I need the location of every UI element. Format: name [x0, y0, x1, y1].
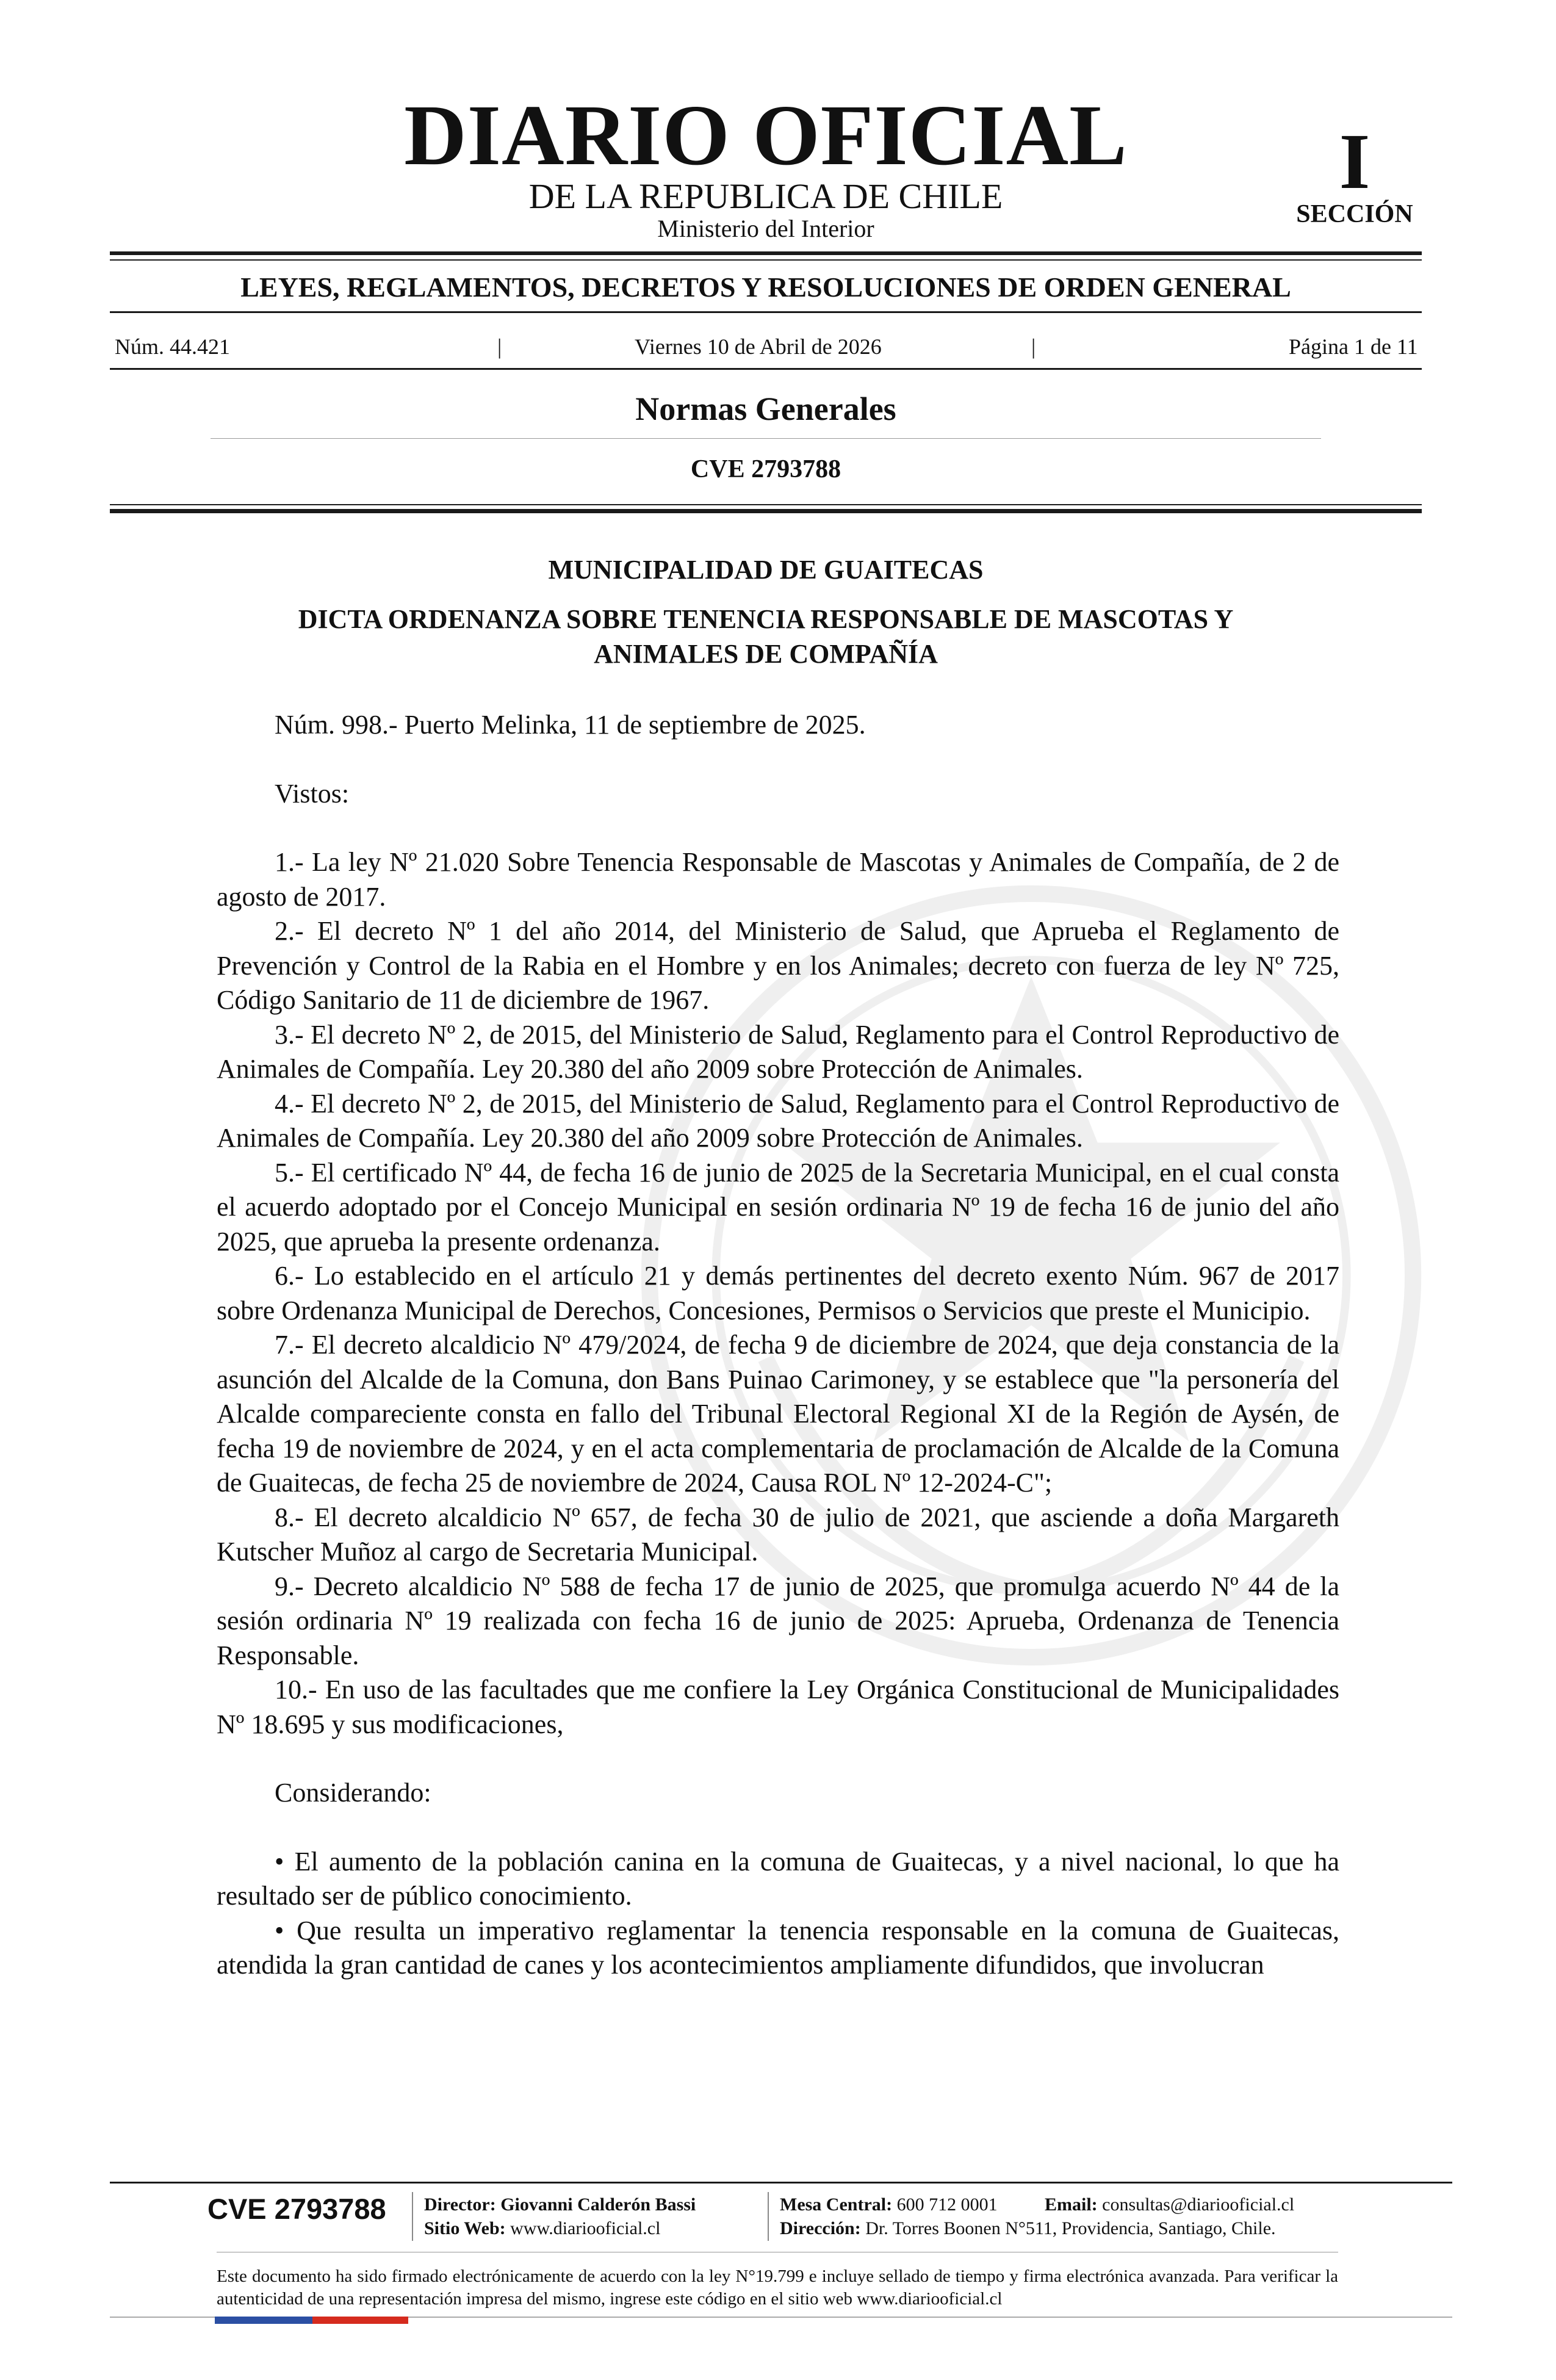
masthead-rule-thin: [110, 259, 1422, 261]
section-heading: Normas Generales: [635, 391, 896, 427]
masthead-title: DIARIO OFICIAL: [404, 87, 1128, 183]
header-category: LEYES, REGLAMENTOS, DECRETOS Y RESOLUCIONES DE ORDEN GENERAL: [240, 272, 1291, 303]
header-rule-top: [110, 311, 1422, 313]
masthead-ministry: Ministerio del Interior: [657, 215, 874, 242]
footer-director: Director: Giovanni Calderón Bassi: [424, 2194, 696, 2215]
document-title-line2: ANIMALES DE COMPAÑÍA: [594, 639, 938, 669]
cve-code: CVE 2793788: [690, 455, 841, 483]
footer-divider: [412, 2192, 413, 2241]
section-label: SECCIÓN: [1296, 200, 1413, 228]
dateline: Núm. 998.- Puerto Melinka, 11 de septiembre de 2025.: [275, 710, 866, 740]
flag-stripe-red: [312, 2317, 408, 2324]
section-heading-rule: [211, 438, 1321, 439]
vistos-item: 10.- En uso de las facultades que me confiere la Ley Orgánica Constitucional de Municipalidades Nº 18.695 y sus modificaciones,: [217, 1675, 1339, 1739]
document-title-line1: DICTA ORDENANZA SOBRE TENENCIA RESPONSABLE DE MASCOTAS Y: [298, 604, 1234, 634]
meta-rule: [110, 368, 1422, 370]
footer-divider: [768, 2192, 769, 2241]
cve-rule-thin: [110, 504, 1422, 505]
flag-stripe-blue: [215, 2317, 312, 2324]
vistos-item: 6.- Lo establecido en el artículo 21 y demás pertinentes del decreto exento Núm. 967 de 2017 sobre Ordenanza Municipal de Derechos, Concesiones, Permisos o Servicios que preste el Municipio.: [217, 1261, 1339, 1325]
issuer-heading: MUNICIPALIDAD DE GUAITECAS: [548, 555, 984, 585]
footer-address: Dirección: Dr. Torres Boonen N°511, Providencia, Santiago, Chile.: [780, 2218, 1276, 2238]
masthead-subtitle: DE LA REPUBLICA DE CHILE: [528, 176, 1003, 216]
document-body: [217, 708, 1339, 1983]
footer-website: Sitio Web: www.diariooficial.cl: [424, 2218, 661, 2238]
footer-phone: Mesa Central: 600 712 0001: [780, 2194, 998, 2215]
footer-legal-note: Este documento ha sido firmado electrónicamente de acuerdo con la ley N°19.799 e incluye sellado de tiempo y firma electrónica avanzada. Para verificar la autenticidad de una representación impresa del mismo, ingrese este código en el sitio web www.diariooficial.cl: [217, 2266, 1338, 2309]
footer-cve-code: CVE 2793788: [207, 2193, 386, 2225]
footer-website-link[interactable]: www.diariooficial.cl: [510, 2218, 661, 2238]
vistos-item: 3.- El decreto Nº 2, de 2015, del Ministerio de Salud, Reglamento para el Control Reproductivo de Animales de Compañía. Ley 20.380 del año 2009 sobre Protección de Animales.: [217, 1019, 1339, 1084]
vistos-label: Vistos:: [275, 778, 350, 809]
masthead-rule-thick: [110, 251, 1422, 255]
footer-email-link[interactable]: consultas@diariooficial.cl: [1102, 2194, 1295, 2215]
vistos-item: 5.- El certificado Nº 44, de fecha 16 de junio de 2025 de la Secretaria Municipal, en el cual consta el acuerdo adoptado por el Concejo Municipal en sesión ordinaria Nº 19 de fecha 16 de junio del año 2025, que aprueba la presente ordenanza.: [217, 1157, 1339, 1257]
section-number: I: [1339, 118, 1371, 206]
considerando-item: • El aumento de la población canina en la comuna de Guaitecas, y a nivel nacional, lo que ha resultado ser de público conocimiento.: [217, 1846, 1339, 1911]
meta-separator: |: [1031, 334, 1036, 359]
vistos-item: 1.- La ley Nº 21.020 Sobre Tenencia Responsable de Mascotas y Animales de Compañía, de 2 de agosto de 2017.: [217, 847, 1339, 912]
footer-email: Email: consultas@diariooficial.cl: [1045, 2194, 1295, 2215]
considerando-label: Considerando:: [275, 1778, 431, 1808]
issue-number: Núm. 44.421: [115, 334, 230, 359]
vistos-item: 8.- El decreto alcaldicio Nº 657, de fecha 30 de julio de 2021, que asciende a doña Margareth Kutscher Muñoz al cargo de Secretaria Municipal.: [217, 1502, 1339, 1567]
page-indicator: Página 1 de 11: [1289, 334, 1418, 359]
meta-separator: |: [497, 334, 502, 359]
vistos-item: 9.- Decreto alcaldicio Nº 588 de fecha 17 de junio de 2025, que promulga acuerdo Nº 44 de la sesión ordinaria Nº 19 realizada con fecha 16 de junio de 2025: Aprueba, Ordenanza de Tenencia Responsable.: [217, 1571, 1339, 1670]
vistos-item: 4.- El decreto Nº 2, de 2015, del Ministerio de Salud, Reglamento para el Control Reproductivo de Animales de Compañía. Ley 20.380 del año 2009 sobre Protección de Animales.: [217, 1088, 1339, 1153]
issue-date: Viernes 10 de Abril de 2026: [635, 334, 882, 359]
footer-rule-top: [110, 2182, 1452, 2183]
vistos-item: 2.- El decreto Nº 1 del año 2014, del Ministerio de Salud, que Aprueba el Reglamento de Prevención y Control de la Rabia en el Hombre y en los Animales; decreto con fuerza de ley Nº 725, Código Sanitario de 11 de diciembre de 1967.: [217, 916, 1339, 1015]
considerando-item: • Que resulta un imperativo reglamentar la tenencia responsable en la comuna de Guaitecas, atendida la gran cantidad de canes y los acontecimientos ampliamente difundidos, que involucran: [217, 1915, 1339, 1980]
vistos-item: 7.- El decreto alcaldicio Nº 479/2024, de fecha 9 de diciembre de 2024, que deja constancia de la asunción del Alcalde de la Comuna, don Bans Puinao Carimoney, y se establece que "la personería del Alcalde compareciente consta en fallo del Tribunal Electoral Regional XI de la Región de Aysén, de fecha 19 de noviembre de 2024, y en el acta complementaria de proclamación de Alcalde de la Comuna de Guaitecas, de fecha 25 de noviembre de 2024, Causa ROL Nº 12-2024-C";: [217, 1330, 1339, 1498]
cve-rule-thick: [110, 509, 1422, 513]
